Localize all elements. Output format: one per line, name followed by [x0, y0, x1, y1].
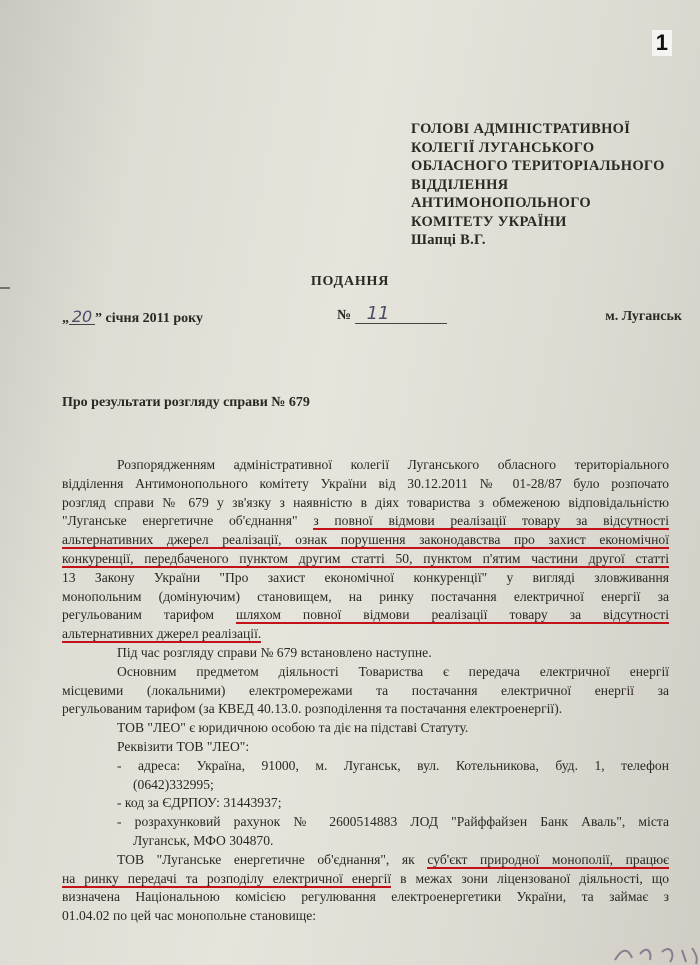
date-month-year: січня 2011 року: [105, 311, 204, 326]
requisite-item: - адреса: Україна, 91000, м. Луганськ, вул. Котельникова, буд. 1, телефон: [117, 757, 669, 773]
document-subject: Про результати розгляду справи № 679: [62, 395, 310, 410]
margin-mark-icon: [0, 286, 10, 290]
addressee-name: Шапці В.Г.: [411, 232, 486, 248]
body-line: [62, 531, 669, 550]
date-quote-open: „: [62, 311, 69, 326]
text-span: "Луганське енергетичне об'єднання": [62, 513, 298, 529]
body-line: визначена Національною комісією регулювання електроенергетики України, та займає з: [62, 889, 669, 905]
body-line: [62, 512, 669, 531]
document-number: [337, 305, 447, 324]
body-line: Реквізити ТОВ "ЛЕО":: [117, 738, 250, 754]
body-line: [62, 870, 669, 889]
body-line: монопольним (домінуючим) становищем, на ринку постачання електричної енергії за: [62, 588, 669, 604]
requisite-item-cont: Луганськ, МФО 304870.: [133, 832, 274, 848]
underlined-text: альтернативних джерел реалізації, ознак порушення законодавства про захист економічної: [62, 532, 669, 548]
underlined-text: альтернативних джерел реалізації.: [62, 626, 262, 642]
body-line: Розпорядженням адміністративної колегії Луганського обласного територіального: [117, 457, 669, 472]
document-title: ПОДАННЯ: [310, 274, 390, 289]
body-line: місцевими (локальними) електромережами та постачання електричної енергії за: [62, 682, 669, 698]
addressee-line: АНТИМОНОПОЛЬНОГО: [411, 195, 591, 211]
body-line: відділення Антимонопольного комітету України від 30.12.2011 № 01-28/87 було розпочато: [62, 475, 669, 491]
underlined-text: суб'єкт природної монополії, працює: [427, 851, 669, 867]
underlined-text: шляхом повної відмови реалізації товару за відсутності: [236, 607, 669, 623]
addressee-line: ВІДДІЛЕННЯ: [411, 176, 509, 193]
text-span: ТОВ "Луганське енергетичне об'єднання", як: [117, 851, 415, 867]
requisite-item-cont: (0642)332995;: [133, 776, 214, 792]
body-line: ТОВ "ЛЕО" є юридичною особою та діє на підставі Статуту.: [117, 720, 469, 736]
page-number: 1: [652, 30, 672, 56]
date-day-handwritten: 20: [69, 309, 95, 325]
number-value-handwritten: 11: [355, 305, 447, 324]
body-line: Під час розгляду справи № 679 встановлено наступне.: [117, 644, 432, 660]
document-date: [62, 309, 203, 327]
requisite-item: - розрахунковий рахунок № 2600514883 ЛОД "Райффайзен Банк Аваль", міста: [117, 814, 669, 830]
body-line: 01.04.02 по цей час монопольне становище:: [62, 908, 317, 924]
requisite-item: - код за ЄДРПОУ: 31443937;: [117, 795, 282, 811]
addressee-line: ГОЛОВІ АДМІНІСТРАТИВНОЇ: [411, 121, 631, 137]
number-label: №: [337, 308, 352, 323]
document-body: [62, 456, 669, 926]
addressee-line: КОЛЕГІЇ ЛУГАНСЬКОГО: [411, 139, 595, 156]
date-quote-close: ”: [95, 311, 102, 326]
text-span: в межах зони ліцензованої діяльності, що: [400, 870, 669, 886]
body-line: [62, 625, 669, 644]
document-city: м. Луганськ: [605, 309, 682, 324]
body-line: [62, 606, 669, 625]
underlined-text: на ринку передачі та розподілу електричної енергії: [62, 870, 392, 886]
addressee-line: ОБЛАСНОГО ТЕРИТОРІАЛЬНОГО: [411, 158, 665, 174]
body-line: [62, 851, 669, 870]
body-line: регульованим тарифом (за КВЕД 40.13.0. розподілення та постачання електроенергії).: [62, 701, 563, 717]
signature-scribble-icon: [610, 940, 700, 965]
date-number-line: [62, 305, 682, 331]
body-line: [62, 550, 669, 569]
body-line: Основним предметом діяльності Товариства є передача електричної енергії: [117, 663, 669, 679]
body-line: розгляд справи № 679 у зв'язку з наявністю в діях товариства з обмеженою відповідальністю: [62, 494, 669, 510]
underlined-text: з повної відмови реалізації товару за відсутності: [313, 513, 669, 529]
underlined-text: конкуренції, передбаченого пунктом другим статті 50, пунктом п'ятим частини другої статті: [62, 550, 669, 566]
addressee-block: [411, 120, 691, 250]
text-span: регульованим тарифом: [62, 607, 214, 623]
addressee-line: КОМІТЕТУ УКРАЇНИ: [411, 213, 567, 230]
body-line: 13 Закону України "Про захист економічної конкуренції" у вигляді зловживання: [62, 569, 669, 585]
